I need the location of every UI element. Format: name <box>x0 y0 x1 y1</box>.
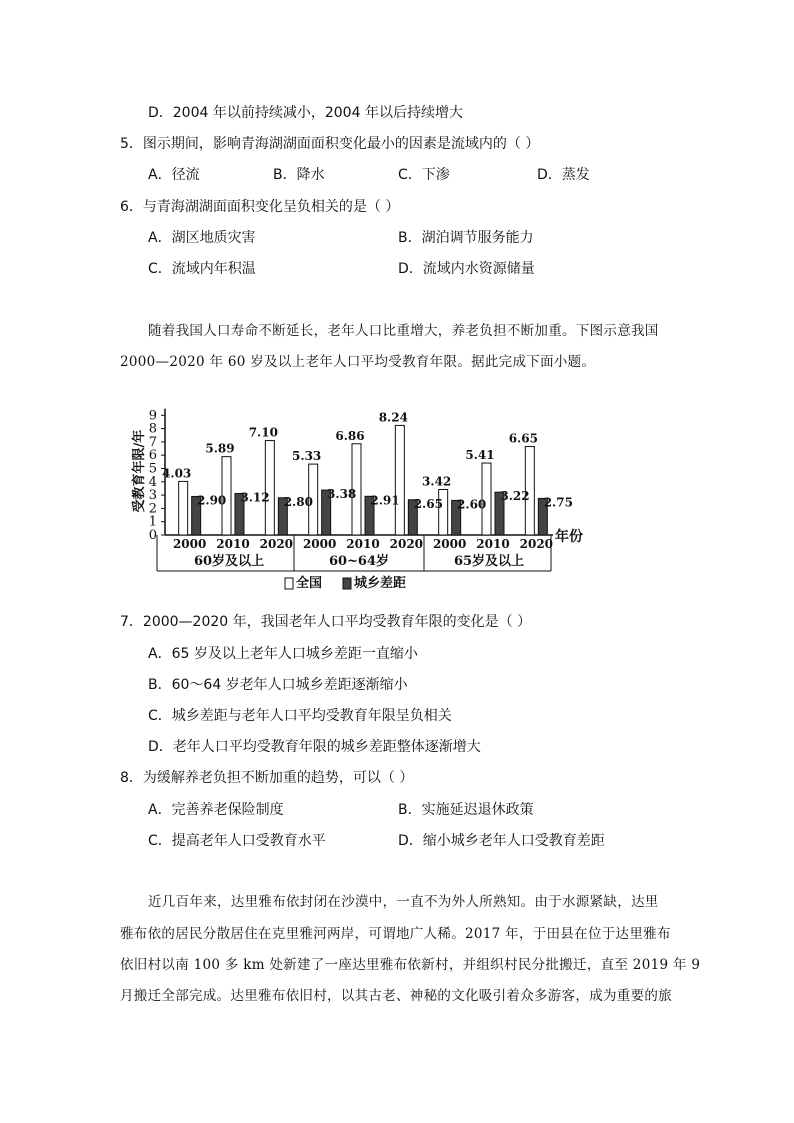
data-label-national: 8.24 <box>378 410 408 425</box>
x-tick-label: 2020 <box>519 537 554 551</box>
y-tick-label: 5 <box>148 461 157 477</box>
q4-option-d: D．2004 年以前持续减小，2004 年以后持续增大 <box>148 105 463 121</box>
data-label-gap: 2.60 <box>457 497 487 512</box>
bar-national <box>179 481 188 535</box>
q6-stem: 6．与青海湖湖面面积变化呈负相关的是（ ） <box>120 199 400 215</box>
q7-option-c: C．城乡差距与老年人口平均受教育年限呈负相关 <box>148 708 452 724</box>
data-label-national: 7.10 <box>248 425 278 440</box>
intro2-line2: 雅布依的居民分散居住在克里雅河两岸，可谓地广人稀。2017 年，于田县在位于达里雅布 <box>120 926 671 942</box>
data-label-gap: 2.75 <box>543 495 573 510</box>
bar-national <box>265 441 274 535</box>
y-tick-label: 0 <box>148 528 157 543</box>
data-label-gap: 2.91 <box>370 493 400 508</box>
data-label-national: 5.41 <box>465 448 495 463</box>
q5-stem: 5．图示期间，影响青海湖湖面面积变化最小的因素是流域内的（ ） <box>120 136 540 152</box>
group-label: 60~64岁 <box>328 554 390 569</box>
q6-option-d: D．流域内水资源储量 <box>398 261 535 277</box>
group-label: 60岁及以上 <box>193 554 265 569</box>
x-axis-label: 年份 <box>555 529 583 545</box>
x-tick-label: 2020 <box>259 537 294 551</box>
q5-option-a: A．径流 <box>148 167 200 183</box>
y-tick-label: 2 <box>148 501 157 517</box>
y-tick-label: 1 <box>148 514 157 530</box>
x-tick-label: 2010 <box>216 537 250 551</box>
legend-label-gap: 城乡差距 <box>354 576 407 591</box>
legend-swatch-national <box>285 578 293 589</box>
legend-swatch-gap <box>343 578 351 589</box>
data-label-national: 5.33 <box>292 449 322 464</box>
data-label-gap: 3.38 <box>327 487 357 502</box>
x-tick-label: 2010 <box>476 537 510 551</box>
q5-option-c: C．下渗 <box>398 167 450 183</box>
q5-option-d: D．蒸发 <box>537 167 590 183</box>
y-tick-label: 4 <box>148 474 157 490</box>
q6-option-a: A．湖区地质灾害 <box>148 230 256 246</box>
data-label-gap: 2.90 <box>197 493 227 508</box>
x-tick-label: 2000 <box>432 537 467 551</box>
q8-option-a: A．完善养老保险制度 <box>148 802 284 818</box>
legend-label-national: 全国 <box>296 576 323 591</box>
q8-option-d: D．缩小城乡老年人口受教育差距 <box>398 833 605 849</box>
q7-option-d: D．老年人口平均受教育年限的城乡差距整体逐渐增大 <box>148 739 481 755</box>
data-label-gap: 2.80 <box>283 494 313 509</box>
q7-stem: 7．2000—2020 年，我国老年人口平均受教育年限的变化是（ ） <box>120 614 532 630</box>
x-tick-label: 2000 <box>302 537 337 551</box>
q7-option-b: B．60～64 岁老年人口城乡差距逐渐缩小 <box>148 677 408 693</box>
y-tick-label: 7 <box>148 434 157 450</box>
data-label-national: 6.65 <box>508 431 538 446</box>
data-label-national: 6.86 <box>335 428 365 443</box>
education-years-chart <box>132 380 583 598</box>
x-tick-label: 2010 <box>346 537 380 551</box>
q7-option-a: A．65 岁及以上老年人口城乡差距一直缩小 <box>148 646 418 662</box>
y-tick-label: 8 <box>148 421 157 437</box>
y-tick-label: 6 <box>148 448 157 464</box>
intro2-line1: 近几百年来，达里雅布依封闭在沙漠中，一直不为外人所熟知。由于水源紧缺，达里 <box>148 894 659 910</box>
x-tick-label: 2000 <box>172 537 207 551</box>
q8-option-c: C．提高老年人口受教育水平 <box>148 833 326 849</box>
bar-national <box>395 425 404 535</box>
data-label-gap: 3.12 <box>240 490 270 505</box>
group-label: 65岁及以上 <box>453 554 525 569</box>
intro1-line2: 2000—2020 年 60 岁及以上老年人口平均受教育年限。据此完成下面小题。 <box>120 354 596 370</box>
y-tick-label: 3 <box>148 488 157 504</box>
q5-option-b: B．降水 <box>273 167 325 183</box>
intro2-line4: 月搬迁全部完成。达里雅布依旧村，以其古老、神秘的文化吸引着众多游客，成为重要的旅 <box>120 988 672 1004</box>
x-tick-label: 2020 <box>389 537 424 551</box>
q6-option-b: B．湖泊调节服务能力 <box>398 230 534 246</box>
q8-stem: 8．为缓解养老负担不断加重的趋势，可以（ ） <box>120 770 414 786</box>
data-label-gap: 2.65 <box>413 496 443 511</box>
y-axis-label: 受教育年限/年 <box>132 429 147 513</box>
data-label-national: 5.89 <box>205 441 235 456</box>
q6-option-c: C．流域内年积温 <box>148 261 256 277</box>
intro1-line1: 随着我国人口寿命不断延长，老年人口比重增大，养老负担不断加重。下图示意我国 <box>148 323 659 339</box>
data-label-gap: 3.22 <box>500 489 530 504</box>
intro2-line3: 依旧村以南 100 多 km 处新建了一座达里雅布依新村，并组织村民分批搬迁，直至 2019 年 9 <box>120 957 701 973</box>
data-label-national: 4.03 <box>162 466 192 481</box>
y-tick-label: 9 <box>148 408 157 424</box>
data-label-national: 3.42 <box>422 474 452 489</box>
q8-option-b: B．实施延迟退休政策 <box>398 802 534 818</box>
